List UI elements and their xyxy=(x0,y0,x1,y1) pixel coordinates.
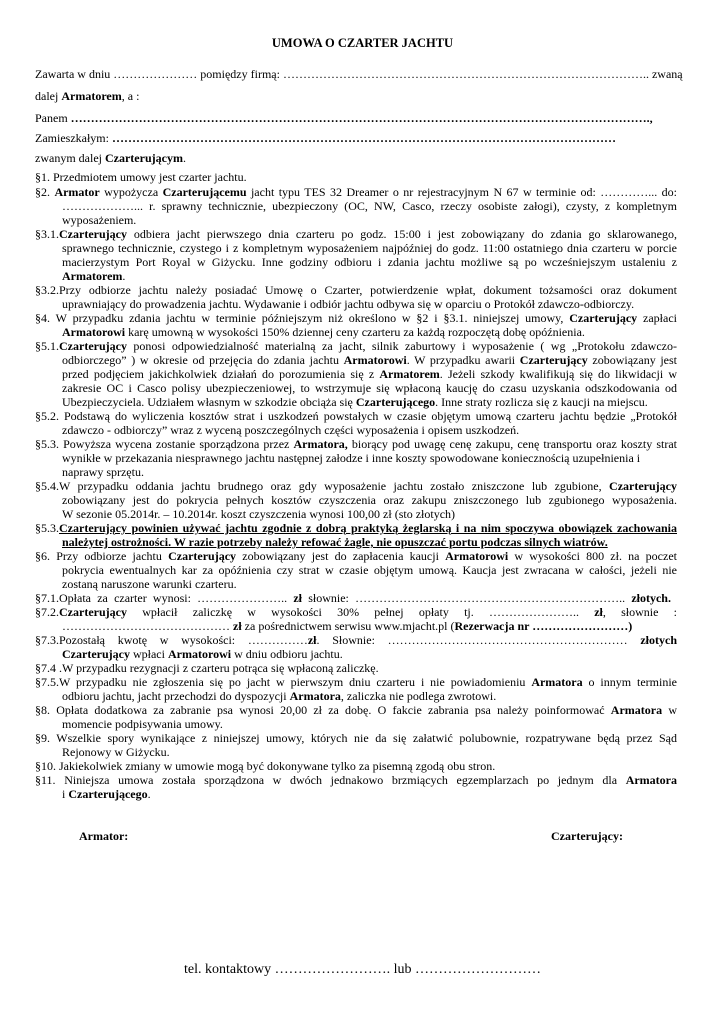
clause-5-4-line-1: §5.4.W przypadku oddania jachtu brudnego oraz gdy wyposażenie jachtu zostało zniszczone lub zgubione, Czarterujący xyxy=(35,479,677,493)
clause-5-4-line-3: W sezonie 05.2014r. – 10.2014r. koszt czyszczenia wynosi 100,00 zł (sto złotych) xyxy=(62,507,456,521)
clause-6-line-3: zostaną naruszone warunki czarteru. xyxy=(62,577,237,591)
clause-5-1-line-1: §5.1.Czarterujący ponosi odpowiedzialność materialną za jacht, silnik zaburtowy i wyposażenie ( wg „Protokołu zdawczo- xyxy=(35,339,677,353)
clause-5-4-line-2: zobowiązany jest do pokrycia pełnych kosztów czyszczenia oraz zakupu zniszczonego lub zgubionego wyposażenia. xyxy=(62,493,677,507)
clause-9-line-1: §9. Wszelkie spory wynikające z niniejszej umowy, których nie da się załatwić polubownie, rozpatrywane będą przez Sąd xyxy=(35,731,677,745)
header-line-4: Zamieszkałym: ……………………………………………………………………………………………………………… xyxy=(35,131,616,145)
clause-2-line-3: wyposażeniem. xyxy=(62,213,137,227)
clause-3-1-line-4: Armatorem. xyxy=(62,269,126,283)
clause-6-line-2: pokrycia ewentualnych kar za opóźnienia czy strat w czasie objętym umową. Kaucja jest zwracana w całości, jeżeli nie xyxy=(62,563,677,577)
clause-2-line-1: §2. Armator wypożycza Czarterującemu jacht typu TES 32 Dreamer o nr rejestracyjnym N 67 w terminie od: …………... do: xyxy=(35,185,677,199)
contact-phone-line: tel. kontaktowy ……………………. lub ……………………… xyxy=(184,962,541,977)
header-line-5: zwanym dalej Czarterującym. xyxy=(35,151,186,165)
clause-4-line-1: §4. W przypadku zdania jachtu w terminie późniejszym niż określono w §2 i §3.1. niniejszej umowy, Czarterujący zapłaci xyxy=(35,311,677,325)
clause-7-3-line-2: Czarterujący wpłaci Armatorowi w dniu odbioru jachtu. xyxy=(62,647,343,661)
signature-czarterujacy-label: Czarterujący: xyxy=(551,829,623,843)
clause-5-1-line-2: odbiorczego” ) w okresie od przejęcia do zdania jachtu Armatorowi. W przypadku awarii Czarterujący zobowiązany jest xyxy=(62,353,677,367)
clause-5-1-line-4: zakresie OC i Casco polisy ubezpieczeniowej, to wstrzymuje się wpłaconą kaucję do czasu uzyskania odszkodowania od xyxy=(62,381,677,395)
clause-11-line-2: i Czarterującego. xyxy=(62,787,151,801)
header-line-1: Zawarta w dniu ………………… pomiędzy firmą: ……………………………………………………………………………….. zwaną xyxy=(35,67,683,81)
clause-7-1: §7.1.Opłata za czarter wynosi: ………………….. zł słownie: ………………………………………………………….. złotych. xyxy=(35,591,671,605)
clause-3-2-line-2: uprawniający do prowadzenia jachtu. Wydawanie i odbiór jachtu odbywa się w oparciu o Protokół zdawczo-odbiorczy. xyxy=(62,297,635,311)
clause-7-3-line-1: §7.3.Pozostałą kwotę w wysokości: ……………zł. Słownie: …………………………………………………… złotych xyxy=(35,633,678,647)
clause-7-5-line-2: odbioru jachtu, jacht przechodzi do dyspozycji Armatora, zaliczka nie podlega zwrotowi. xyxy=(62,689,497,703)
clause-3-1-line-3: macierzystym Port Royal w Giżycku. Inne godziny odbioru i zdania jachtu możliwe są po wcześniejszym ustaleniu z xyxy=(62,255,677,269)
clause-5-2-line-1: §5.2. Podstawą do wyliczenia kosztów strat i uszkodzeń powstałych w czasie objętym umową czarteru jachtu będzie „Protokół xyxy=(35,409,677,423)
clause-5-1-line-3: przed podjęciem jakichkolwiek działań do porozumienia się z Armatorem. Jeżeli szkody kwalifikują się do likwidacji w xyxy=(62,367,678,381)
clause-8-line-2: momencie podpisywania umowy. xyxy=(62,717,223,731)
clause-5-3-line-2: wynikłe w przekazania niesprawnego jachtu następnej załodze i inne koszty spowodowane koniecznością uzupełnienia i xyxy=(62,451,641,465)
clause-7-4: §7.4 .W przypadku rezygnacji z czarteru potrąca się wpłaconą zaliczkę. xyxy=(35,661,379,675)
header-line-2: dalej Armatorem, a : xyxy=(35,89,140,103)
clause-3-2-line-1: §3.2.Przy odbiorze jachtu należy posiadać Umowę o Czarter, potwierdzenie wpłat, dokument tożsamości oraz dokument xyxy=(35,283,677,297)
clause-9-line-2: Rejonowy w Giżycku. xyxy=(62,745,170,759)
clause-5-5-line-2: należytej ostrożności. W razie potrzeby należy refować żagle, nie opuszczać portu podczas silnych wiatrów. xyxy=(62,535,608,549)
header-line-3: Panem ………………………………………………………………………………………………………………………………., xyxy=(35,111,653,125)
clause-5-5-line-1: §5.3.Czarterujący powinien używać jachtu zgodnie z dobrą praktyką żeglarską i na nim spoczywa obowiązek zachowania xyxy=(35,521,677,535)
clause-5-2-line-2: zdawczo - odbiorczy” wraz z wyceną poszczególnych części wyposażenia i opisem uszkodzeń. xyxy=(62,423,520,437)
clause-3-1-line-2: sprawnego technicznie, czystego i z kompletnym wyposażeniem najpóźniej do godz. 11:00 ostatniego dnia czarteru w porcie xyxy=(62,241,677,255)
page-title: UMOWA O CZARTER JACHTU xyxy=(271,36,454,50)
clause-7-2-line-1: §7.2.Czarterujący wpłacił zaliczkę w wysokości 30% pełnej opłaty tj. ………………….. zł, słownie : xyxy=(35,605,677,619)
clause-2-line-2: ………………... r. sprawny technicznie, ubezpieczony (OC, NW, Casco, rzeczy osobiste załogi), czysty, z kompletnym xyxy=(62,199,677,213)
clause-1: §1. Przedmiotem umowy jest czarter jachtu. xyxy=(35,170,247,184)
clause-10: §10. Jakiekolwiek zmiany w umowie mogą być dokonywane tylko za pisemną zgodą obu stron. xyxy=(35,759,496,773)
clause-8-line-1: §8. Opłata dodatkowa za zabranie psa wynosi 20,00 zł za dobę. O fakcie zabrania psa należy poinformować Armatora w xyxy=(35,703,677,717)
signature-armator-label: Armator: xyxy=(79,829,129,843)
clause-7-2-line-2: …………………………………… zł za pośrednictwem serwisu www.mjacht.pl (Rezerwacja nr ……………………) xyxy=(62,619,633,633)
clause-7-5-line-1: §7.5.W przypadku nie zgłoszenia się po jacht w pierwszym dniu czarteru i nie powiadomieniu Armatora o innym terminie xyxy=(35,675,677,689)
clause-5-1-line-5: Ubezpieczyciela. Udziałem własnym w szkodzie obciąża się Czarterującego. Inne straty rozlicza się z kaucji na miejscu. xyxy=(62,395,648,409)
clause-5-3-line-1: §5.3. Powyższa wycena zostanie sporządzona przez Armatora, biorący pod uwagę cenę zakupu, cenę transportu oraz koszty strat xyxy=(35,437,677,451)
clause-3-1-line-1: §3.1.Czarterujący odbiera jacht pierwszego dnia czarteru po godz. 15:00 i jest zobowiązany do zdania go sklarowanego, xyxy=(35,227,677,241)
clause-5-3-line-3: naprawy sprzętu. xyxy=(62,465,144,479)
clause-11-line-1: §11. Niniejsza umowa została sporządzona w dwóch jednakowo brzmiących egzemplarzach po jednym dla Armatora xyxy=(35,773,677,787)
clause-4-line-2: Armatorowi karę umowną w wysokości 150% dziennej ceny czarteru za każdą rozpoczętą dobę opóźnienia. xyxy=(62,325,585,339)
clause-6-line-1: §6. Przy odbiorze jachtu Czarterujący zobowiązany jest do zapłacenia kaucji Armatorowi w wysokości 800 zł. na poczet xyxy=(35,549,677,563)
